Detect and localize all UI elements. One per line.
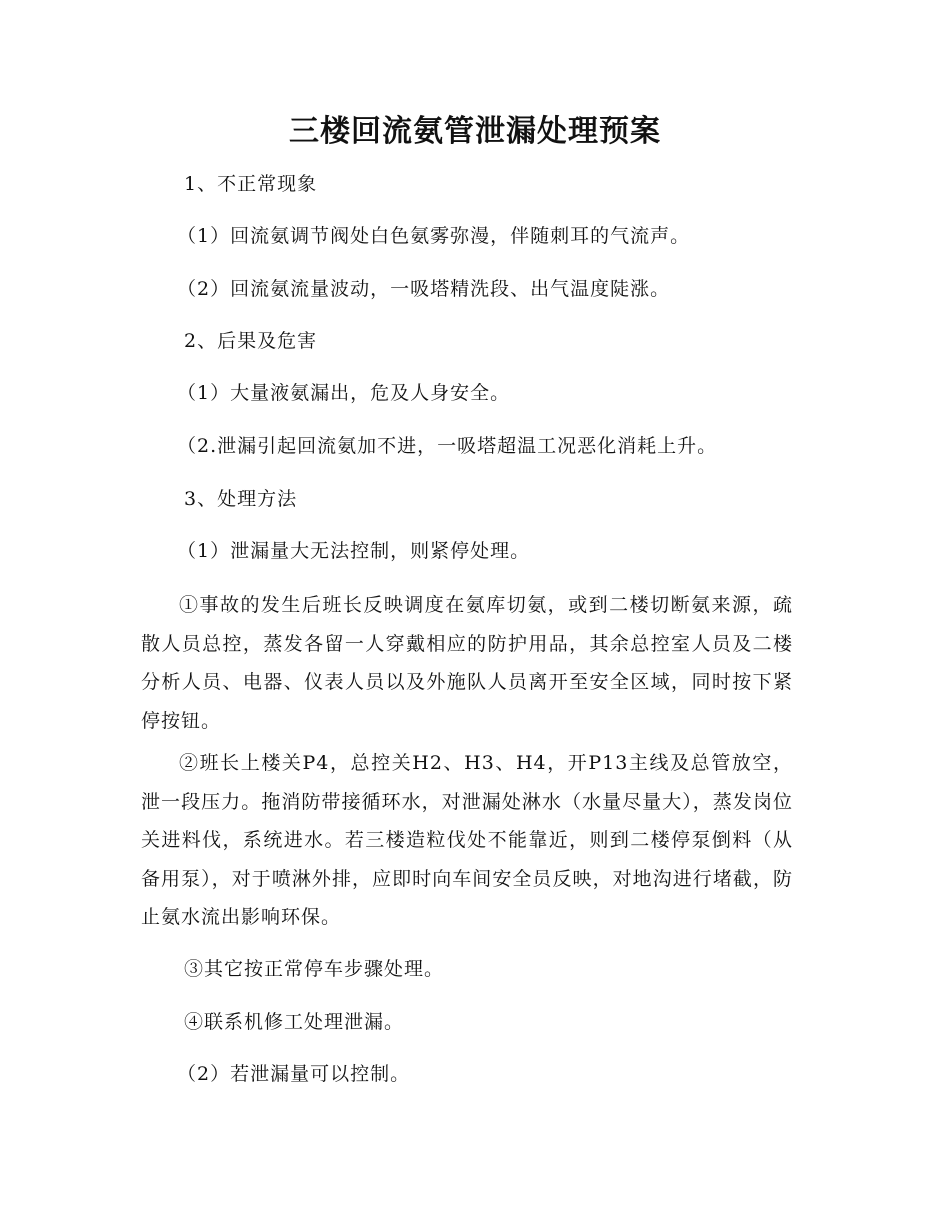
section-heading-handling: 3、处理方法 [184, 488, 298, 510]
handling-item-2: （2）若泄漏量可以控制。 [177, 1063, 411, 1085]
handling-step-4: ④联系机修工处理泄漏。 [184, 1011, 405, 1033]
abnormal-item-1: （1）回流氨调节阀处白色氨雾弥漫，伴随刺耳的气流声。 [177, 225, 691, 247]
section-heading-abnormal: 1、不正常现象 [184, 173, 318, 195]
consequence-item-1: （1）大量液氨漏出，危及人身安全。 [177, 382, 511, 404]
consequence-item-2: （2.泄漏引起回流氨加不进，一吸塔超温工况恶化消耗上升。 [177, 435, 718, 457]
handling-step-1: ①事故的发生后班长反映调度在氨库切氨，或到二楼切断氨来源，疏散人员总控，蒸发各留一人穿戴相应的防护用品，其余总控室人员及二楼分析人员、电器、仪表人员以及外施队人员离开至安全区域，同时按下紧停按钮。 [141, 594, 793, 732]
handling-step-2: ②班长上楼关P4，总控关H2、H3、H4，开P13主线及总管放空，泄一段压力。拖消防带接循环水，对泄漏处淋水（水量尽量大），蒸发岗位关进料伐，系统进水。若三楼造粒伐处不能靠近，则到二楼停泵倒料（从备用泵），对于喷淋外排，应即时向车间安全员反映，对地沟进行堵截，防止氨水流出影响环保。 [141, 752, 793, 928]
document-title: 三楼回流氨管泄漏处理预案 [289, 114, 661, 149]
abnormal-item-2: （2）回流氨流量波动，一吸塔精洗段、出气温度陡涨。 [177, 278, 671, 300]
handling-step-3: ③其它按正常停车步骤处理。 [184, 958, 445, 980]
handling-item-1: （1）泄漏量大无法控制，则紧停处理。 [177, 540, 531, 562]
section-heading-consequences: 2、后果及危害 [184, 330, 318, 352]
